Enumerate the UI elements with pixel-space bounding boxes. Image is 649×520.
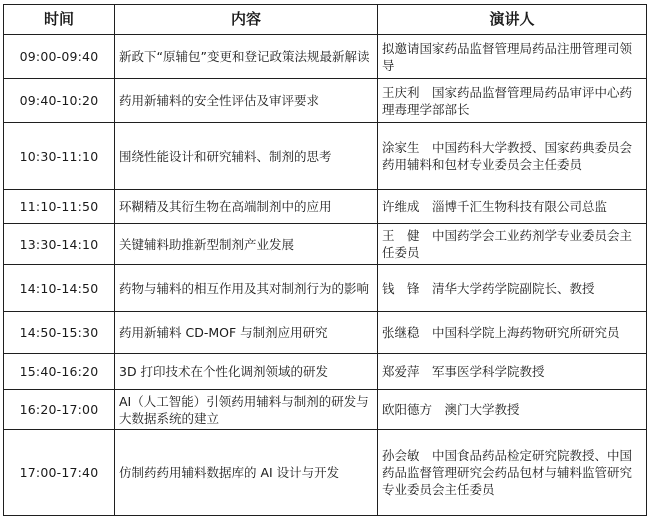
table-row — [4, 354, 647, 390]
topic-cell: 仿制药药用辅料数据库的 AI 设计与开发 — [115, 430, 378, 516]
table-row — [4, 224, 647, 265]
topic-cell: 关键辅料助推新型制剂产业发展 — [115, 224, 378, 265]
header-speaker: 演讲人 — [378, 5, 647, 35]
topic-cell: 新政下“原辅包”变更和登记政策法规最新解读 — [115, 35, 378, 79]
time-cell: 10:30-11:10 — [4, 123, 115, 190]
table-row — [4, 390, 647, 430]
time-cell: 14:50-15:30 — [4, 312, 115, 354]
time-cell: 17:00-17:40 — [4, 430, 115, 516]
time-cell: 11:10-11:50 — [4, 190, 115, 224]
header-row — [4, 5, 647, 35]
time-cell: 09:40-10:20 — [4, 79, 115, 123]
agenda-table — [3, 4, 647, 516]
time-cell: 16:20-17:00 — [4, 390, 115, 430]
topic-cell: 环糊精及其衍生物在高端制剂中的应用 — [115, 190, 378, 224]
time-cell: 15:40-16:20 — [4, 354, 115, 390]
table-row — [4, 123, 647, 190]
time-cell: 13:30-14:10 — [4, 224, 115, 265]
topic-cell: 围绕性能设计和研究辅料、制剂的思考 — [115, 123, 378, 190]
speaker-cell: 孙会敏 中国食品药品检定研究院教授、中国药品监督管理研究会药品包材与辅料监管研究专业委员会主任委员 — [378, 430, 647, 516]
time-cell: 14:10-14:50 — [4, 265, 115, 312]
header-time: 时间 — [4, 5, 115, 35]
topic-cell: 药物与辅料的相互作用及其对制剂行为的影响 — [115, 265, 378, 312]
table-row — [4, 79, 647, 123]
speaker-cell: 王庆利 国家药品监督管理局药品审评中心药理毒理学部部长 — [378, 79, 647, 123]
header-topic: 内容 — [115, 5, 378, 35]
topic-cell: AI（人工智能）引领药用辅料与制剂的研发与大数据系统的建立 — [115, 390, 378, 430]
table-row — [4, 190, 647, 224]
speaker-cell: 欧阳德方 澳门大学教授 — [378, 390, 647, 430]
speaker-cell: 王 健 中国药学会工业药剂学专业委员会主任委员 — [378, 224, 647, 265]
table-row — [4, 312, 647, 354]
time-cell: 09:00-09:40 — [4, 35, 115, 79]
topic-cell: 3D 打印技术在个性化调剂领域的研发 — [115, 354, 378, 390]
speaker-cell: 张继稳 中国科学院上海药物研究所研究员 — [378, 312, 647, 354]
topic-cell: 药用新辅料 CD-MOF 与制剂应用研究 — [115, 312, 378, 354]
topic-cell: 药用新辅料的安全性评估及审评要求 — [115, 79, 378, 123]
table-row — [4, 430, 647, 516]
speaker-cell: 拟邀请国家药品监督管理局药品注册管理司领导 — [378, 35, 647, 79]
table-row — [4, 35, 647, 79]
speaker-cell: 许维成 淄博千汇生物科技有限公司总监 — [378, 190, 647, 224]
speaker-cell: 郑爱萍 军事医学科学院教授 — [378, 354, 647, 390]
speaker-cell: 涂家生 中国药科大学教授、国家药典委员会药用辅料和包材专业委员会主任委员 — [378, 123, 647, 190]
speaker-cell: 钱 锋 清华大学药学院副院长、教授 — [378, 265, 647, 312]
table-row — [4, 265, 647, 312]
